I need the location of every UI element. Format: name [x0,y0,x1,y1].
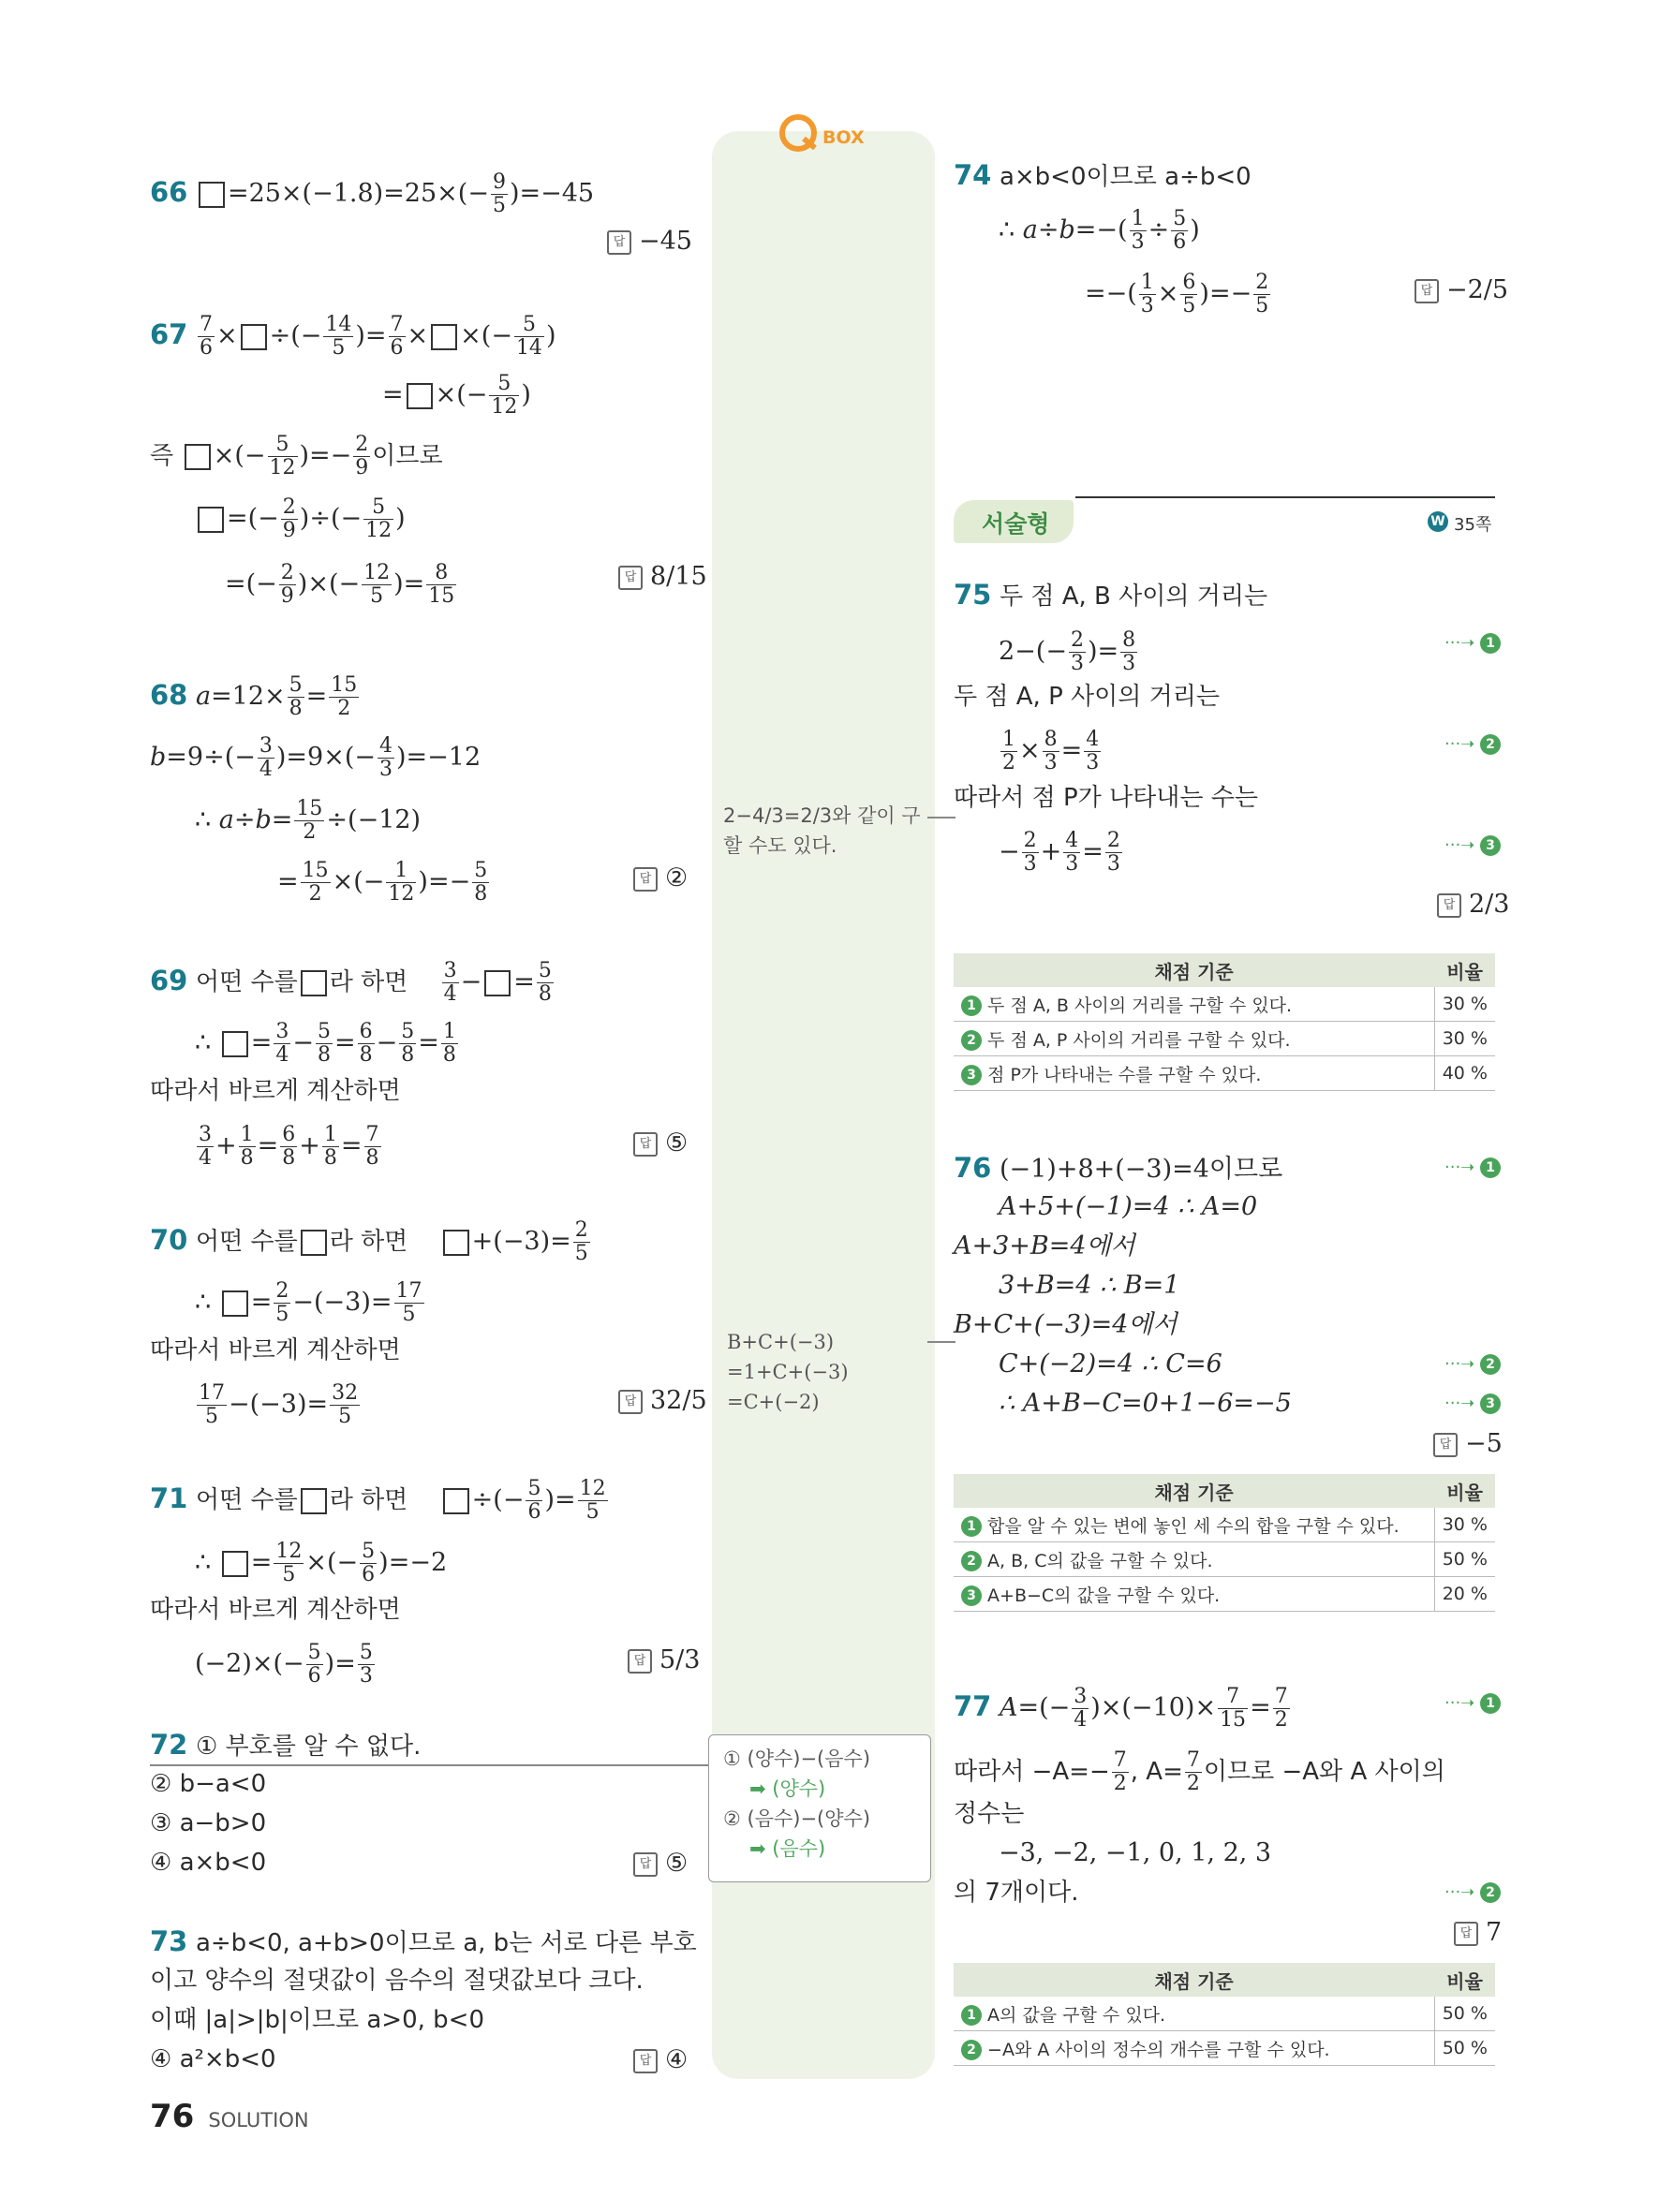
problem-number: 66 [150,176,188,208]
step-marker: ···➝ 2 [1444,1882,1501,1903]
problem-75: 75 두 점 A, B 사이의 거리는 [954,579,1268,611]
table-row: 1 합을 알 수 있는 변에 놓인 세 수의 합을 구할 수 있다. 30 % [954,1508,1495,1542]
leader-line [927,1341,955,1343]
answer-73: 답 ④ [633,2045,688,2074]
step-marker: ···➝ 1 [1444,1158,1501,1178]
criteria-header: 채점 기준 [954,1474,1434,1508]
problem-number: 73 [150,1925,188,1957]
text-line: ④ a²×b<0 [150,2045,276,2073]
math-line: 2−(− $\frac{2}{3}$ )= $\frac{8}{3}$ [999,628,1136,675]
table-row: 2 −A와 A 사이의 정수의 개수를 구할 수 있다. 50 % [954,2031,1495,2066]
math-line: $\frac{3}{4}$ + $\frac{1}{8}$ = $\frac{6}{8}$ + $\frac{1}{8}$ = $\frac{7}{8}$ [199,1123,379,1170]
criteria-header: 채점 기준 [954,1963,1434,1997]
problem-72: 72 ① 부호를 알 수 없다. [150,1729,422,1761]
leader-line [927,817,955,818]
problem-77: 77 A=(− $\frac{3}{4}$ )×(−10)× $\frac{7}{15}$ = $\frac{7}{2}$ [954,1685,1288,1732]
math-line: 즉 ×(− $\frac{5}{12}$ )=− $\frac{2}{9}$ 이므로 [150,433,443,479]
section-ref: 35쪽 [1454,515,1492,535]
math-line: ∴ = $\frac{12}{5}$ ×(− $\frac{5}{6}$ )=−2 [195,1540,448,1586]
math-line: 3+B=4 ∴ B=1 [999,1271,1180,1300]
text-line: 두 점 A, P 사이의 거리는 [954,683,1220,711]
answer-67: 답 8/15 [618,562,707,591]
answer-75: 답 2/3 [1437,890,1509,919]
answer-77: 답 7 [1454,1918,1502,1947]
math-line: ∴ a÷b=−( $\frac{1}{3}$ ÷ $\frac{5}{6}$ ) [999,207,1200,254]
qbox-logo [776,111,869,161]
math-line: ∴ a÷b= $\frac{15}{2}$ ÷(−12) [195,797,422,844]
math-line: A+3+B=4에서 [954,1231,1135,1261]
footer-label: SOLUTION [208,2109,309,2131]
table-row: 3 점 P가 나타내는 수를 구할 수 있다. 40 % [954,1056,1495,1091]
problem-69: 69 어떤 수를 라 하면 $\frac{3}{4}$ − = $\frac{5}{8}$ [150,959,552,1006]
step-marker: ···➝ 1 [1444,1693,1501,1714]
w-badge-icon: W [1428,511,1448,532]
step-marker: ···➝ 2 [1444,1354,1501,1375]
criteria-table-76 [954,1474,1495,1612]
step-marker: ···➝ 3 [1444,1394,1501,1414]
text-line: 의 7개이다. [954,1879,1079,1907]
criteria-table-77 [954,1963,1495,2066]
math-line: =−( $\frac{1}{3}$ × $\frac{6}{5}$ )=− $\frac{2}{5}$ [1085,271,1269,317]
math-line: −3, −2, −1, 0, 1, 2, 3 [999,1838,1272,1867]
page-footer [150,2098,309,2135]
table-row: 3 A+B−C의 값을 구할 수 있다. 20 % [954,1577,1495,1612]
answer-70: 답 32/5 [618,1386,707,1415]
table-row: 1 A의 값을 구할 수 있다. 50 % [954,1997,1495,2031]
page-number: 76 [150,2098,195,2135]
table-row: 2 두 점 A, P 사이의 거리를 구할 수 있다. 30 % [954,1022,1495,1056]
list-item: ④ a×b<0 [150,1849,267,1877]
problem-number: 76 [954,1152,992,1184]
side-note-72: ① (양수)−(음수) ➡ (양수) ② (음수)−(양수) ➡ (음수) [723,1747,871,1860]
math-line: = $\frac{15}{2}$ ×(− $\frac{1}{12}$ )=− $\frac{5}{8}$ [277,859,488,906]
table-row: 1 두 점 A, B 사이의 거리를 구할 수 있다. 30 % [954,987,1495,1022]
answer-72: 답 ⑤ [633,1849,688,1878]
answer-76: 답 −5 [1433,1429,1503,1458]
text-line: 정수는 [954,1800,1025,1828]
math-line: B+C+(−3)=4에서 [954,1310,1178,1339]
math-line: ∴ A+B−C=0+1−6=−5 [999,1389,1292,1418]
math-line: − $\frac{2}{3}$ + $\frac{4}{3}$ = $\frac{2}{3}$ [999,829,1120,876]
step-marker: ···➝ 3 [1444,835,1501,856]
section-rule [1075,496,1495,498]
section-header [954,496,1495,549]
problem-71: 71 어떤 수를 라 하면 ÷(− $\frac{5}{6}$ )= $\frac{12}{5}$ [150,1477,606,1524]
problem-number: 69 [150,965,188,996]
math-line: C+(−2)=4 ∴ C=6 [999,1349,1222,1379]
math-line: = ×(− $\frac{5}{12}$ ) [382,372,531,419]
criteria-header: 채점 기준 [954,953,1434,987]
text-line: 따라서 −A=− $\frac{7}{2}$ , A= $\frac{7}{2}$ 이므로 −A와 A 사이의 [954,1748,1445,1795]
answer-74: 답 −2/5 [1415,275,1508,304]
problem-number: 74 [954,159,992,191]
problem-number: 75 [954,579,992,611]
list-item: ③ a−b>0 [150,1809,267,1837]
side-note-76: B+C+(−3) =1+C+(−3) =C+(−2) [727,1331,849,1413]
problem-68: 68 a=12× $\frac{5}{8}$ = $\frac{15}{2}$ [150,673,358,720]
side-note-68: 2−4/3=2/3와 같이 구 할 수도 있다. [723,804,921,857]
ratio-header: 비율 [1434,1963,1495,1997]
problem-number: 68 [150,679,188,711]
problem-number: 71 [150,1482,188,1514]
text-line: 따라서 바르게 계산하면 [150,1077,401,1105]
math-line: ∴ = $\frac{3}{4}$ − $\frac{5}{8}$ = $\frac{6}{8}$ − $\frac{5}{8}$ = $\frac{1}{8}$ [195,1020,456,1067]
text-line: 따라서 바르게 계산하면 [150,1336,401,1364]
answer-68: 답 ② [633,863,688,892]
math-line: $\frac{1}{2}$ × $\frac{8}{3}$ = $\frac{4}{3}$ [1002,728,1100,774]
criteria-table-75 [954,953,1495,1091]
section-title: 서술형 [982,510,1050,538]
problem-66 [150,171,594,217]
step-marker: ···➝ 2 [1444,734,1501,755]
math-line: b=9÷(− $\frac{3}{4}$ )=9×(− $\frac{4}{3}$ )=−12 [150,734,481,781]
ratio-header: 비율 [1434,1474,1495,1508]
problem-number: 72 [150,1729,188,1761]
problem-number: 67 [150,318,188,350]
text-line: 이고 양수의 절댓값이 음수의 절댓값보다 크다. [150,1967,644,1995]
problem-70: 70 어떤 수를 라 하면 +(−3)= $\frac{2}{5}$ [150,1218,588,1265]
math-line: $\frac{17}{5}$ −(−3)= $\frac{32}{5}$ [199,1381,359,1428]
text-line: 따라서 바르게 계산하면 [150,1596,401,1624]
problem-number: 70 [150,1224,188,1256]
step-marker: ···➝ 1 [1444,633,1501,654]
math-line: $\frac{7}{6}$ × ÷(− $\frac{14}{5}$ )= $\frac{7}{6}$ × ×(− $\frac{5}{14}$ ) [199,313,556,360]
answer-71: 답 5/3 [628,1645,700,1674]
list-item: ② b−a<0 [150,1770,267,1798]
problem-73: 73 a÷b<0, a+b>0이므로 a, b는 서로 다른 부호 [150,1925,697,1957]
math-line: (−2)×(− $\frac{5}{6}$ )= $\frac{5}{3}$ [195,1641,373,1688]
math-line: =(− $\frac{2}{9}$ )×(− $\frac{12}{5}$ )= $\frac{8}{15}$ [225,561,455,608]
problem-67 [150,314,555,360]
problem-76: 76 (−1)+8+(−3)=4이므로 [954,1152,1283,1184]
leader-line [150,1764,712,1766]
math-line: ∴ = $\frac{2}{5}$ −(−3)= $\frac{17}{5}$ [195,1279,422,1326]
math-line: =25×(−1.8)=25×(− $\frac{9}{5}$ )=−45 [196,179,594,208]
problem-number: 77 [954,1690,992,1722]
ratio-header: 비율 [1434,953,1495,987]
text-line: 따라서 점 P가 나타내는 수는 [954,784,1259,812]
math-line: A+5+(−1)=4 ∴ A=0 [999,1192,1258,1221]
qbox-label: BOX [822,127,865,148]
answer-66: 답 −45 [607,227,692,256]
table-row: 2 A, B, C의 값을 구할 수 있다. 50 % [954,1542,1495,1577]
text-line: 이때 |a|>|b|이므로 a>0, b<0 [150,2006,484,2034]
math-line: =(− $\frac{2}{9}$ )÷(− $\frac{5}{12}$ ) [195,496,406,542]
answer-69: 답 ⑤ [633,1128,688,1158]
problem-74: 74 a×b<0이므로 a÷b<0 [954,159,1252,191]
